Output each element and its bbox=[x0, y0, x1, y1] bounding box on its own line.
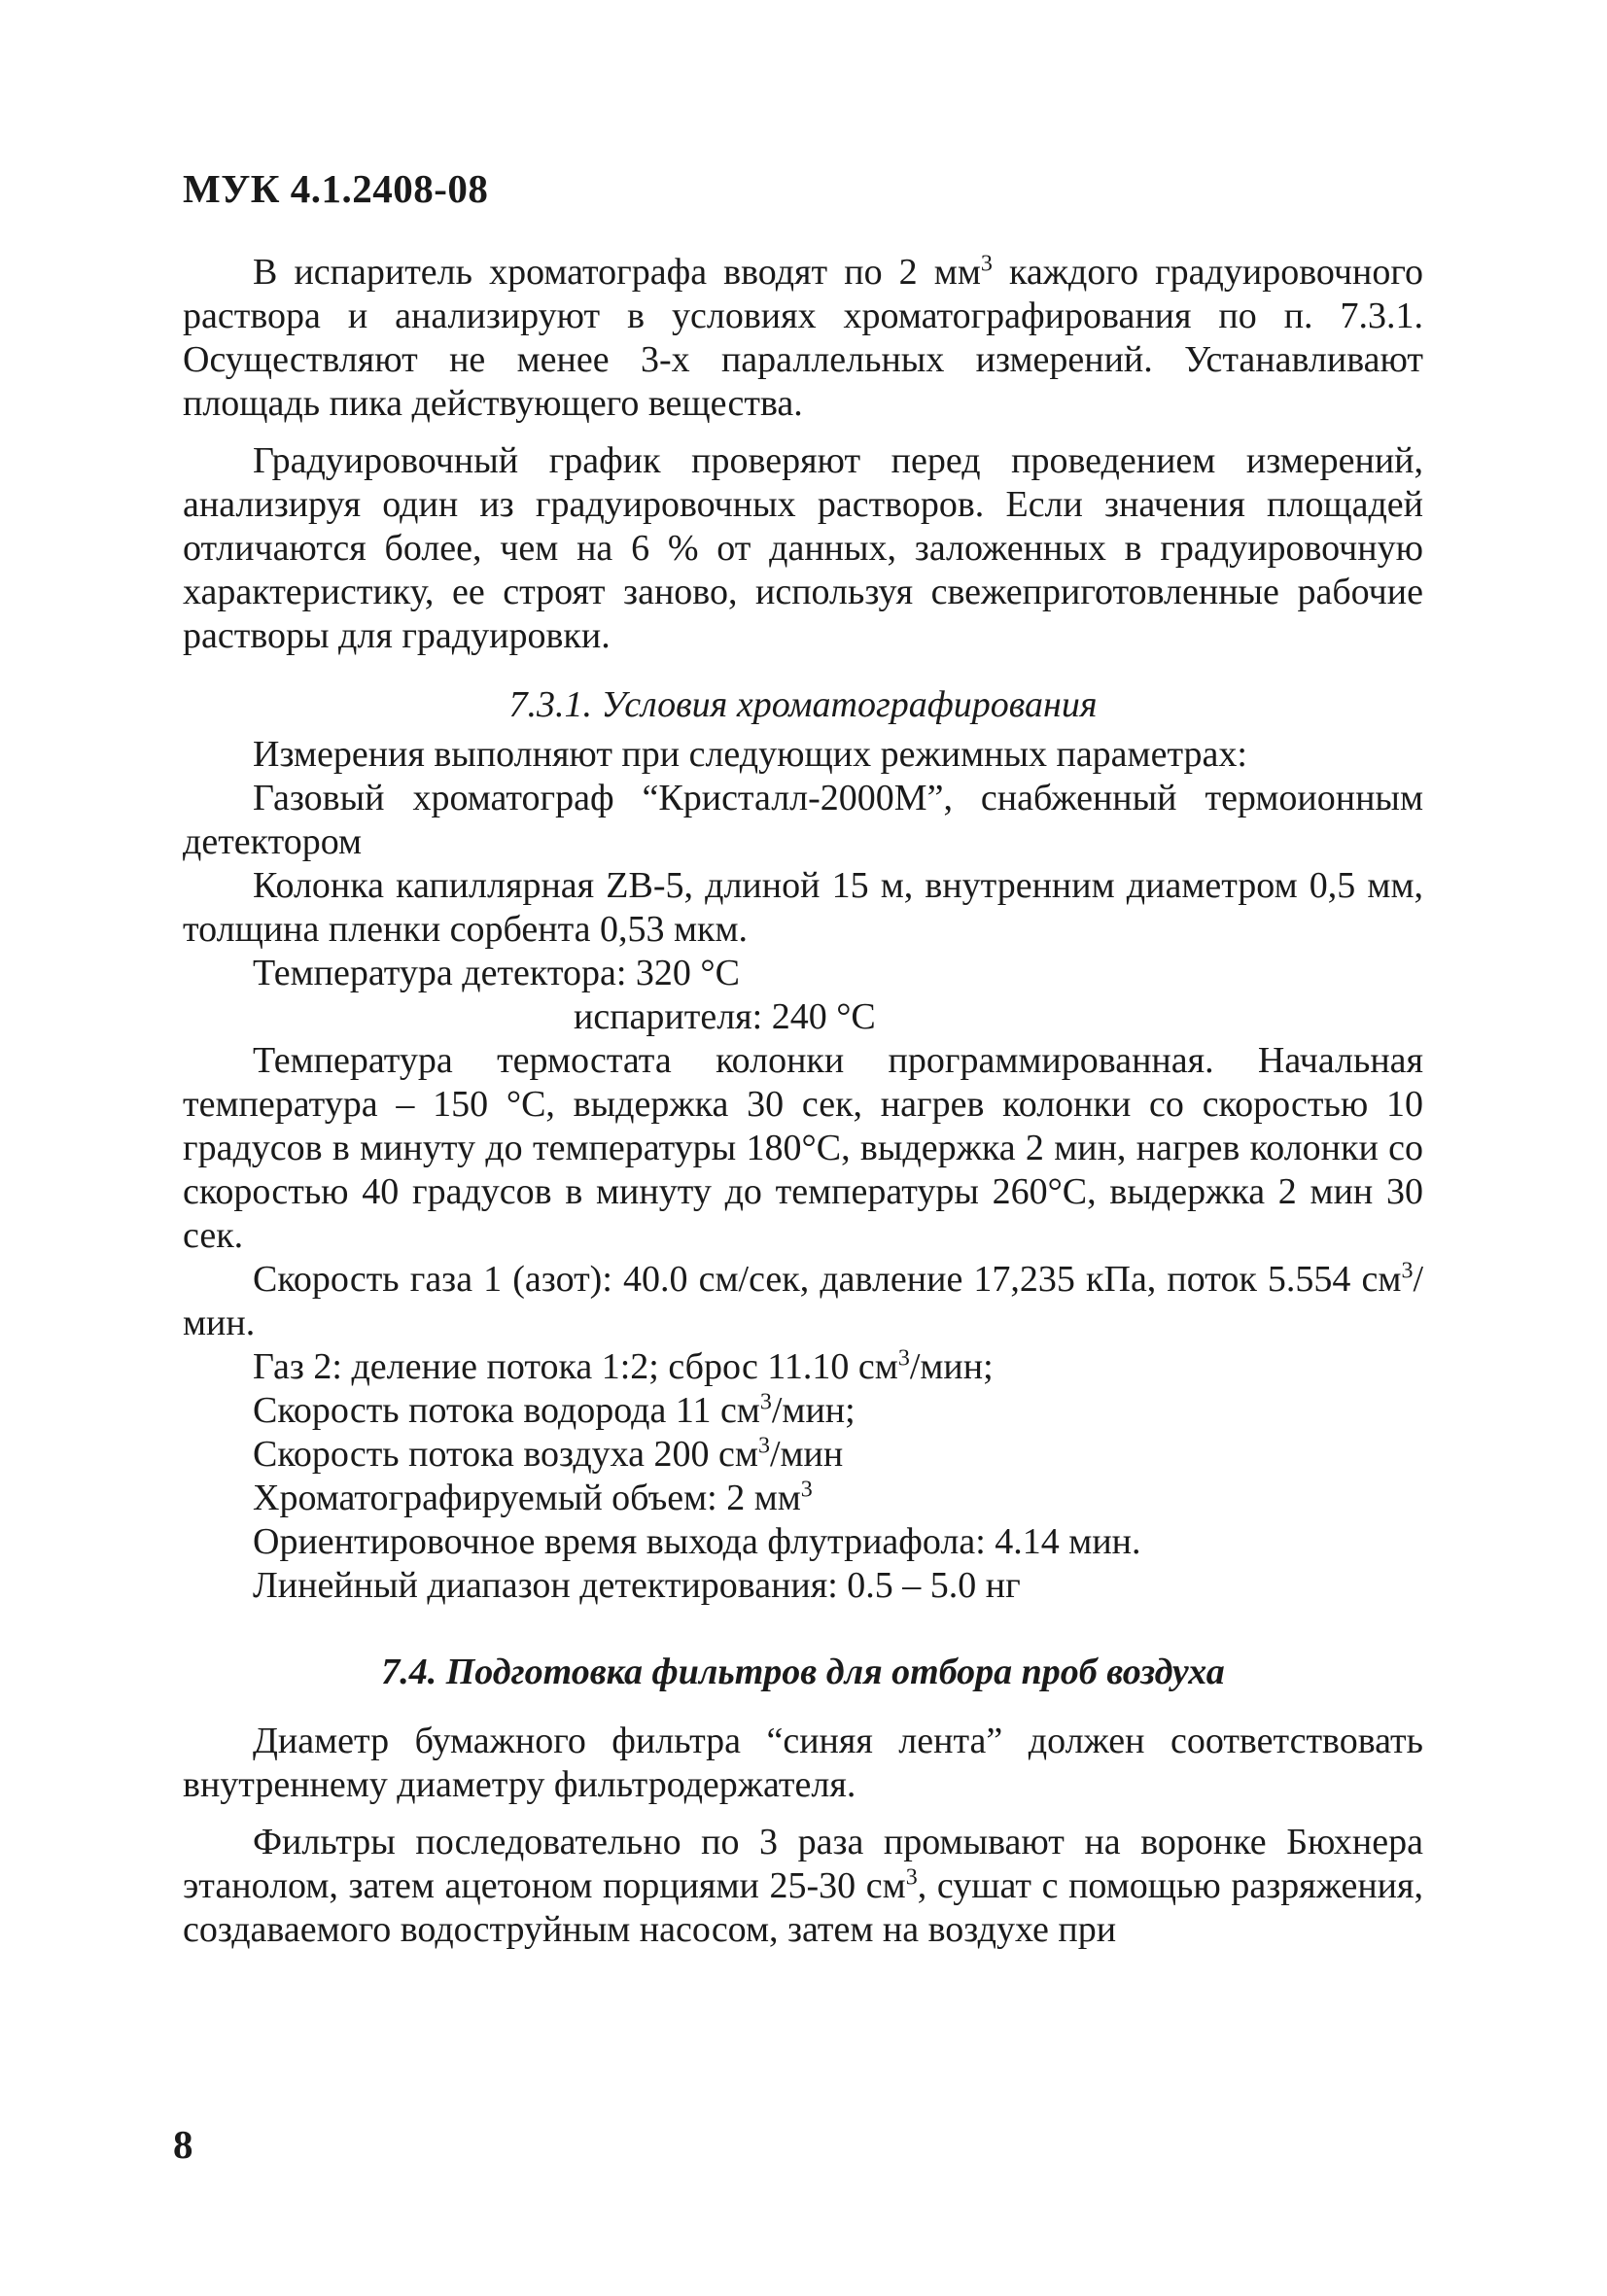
paragraph-calibration-injection bbox=[183, 251, 1423, 426]
column-line: Колонка капиллярная ZB-5, длиной 15 м, внутренним диаметром 0,5 мм, толщина пленки сорбента 0,53 мкм. bbox=[183, 865, 1423, 950]
text-segment: /мин; bbox=[771, 1390, 856, 1431]
filter-washing-paragraph bbox=[183, 1821, 1423, 1952]
injection-volume bbox=[183, 1477, 1423, 1520]
air-flow bbox=[183, 1433, 1423, 1477]
text-segment: каждого градуировочного раствора и анализируют в условиях хроматографирования по п. 7.3.1. Осуществляют не менее 3-х параллельных измерений. Устанавливают площадь пика действующего вещества. bbox=[183, 252, 1423, 424]
superscript: 3 bbox=[800, 1477, 813, 1503]
retention-time: Ориентировочное время выхода флутриафола: 4.14 мин. bbox=[253, 1521, 1141, 1562]
superscript: 3 bbox=[980, 251, 993, 277]
text-segment: Скорость потока воздуха 200 см bbox=[253, 1434, 758, 1475]
section-heading-74: 7.4. Подготовка фильтров для отбора проб воздуха bbox=[381, 1652, 1225, 1692]
superscript: 3 bbox=[757, 1433, 770, 1459]
text-segment: /мин; bbox=[909, 1346, 994, 1387]
detector-temperature: Температура детектора: 320 °С bbox=[253, 953, 740, 993]
page-number: 8 bbox=[173, 2122, 193, 2167]
text-segment: Скорость газа 1 (азот): 40.0 см/сек, давление 17,235 кПа, поток 5.554 см bbox=[253, 1259, 1402, 1300]
text-segment: , сушат с помощью разряжения, создаваемого водоструйным насосом, затем на воздухе при bbox=[183, 1865, 1423, 1950]
gas1-flow bbox=[183, 1258, 1423, 1345]
section-heading-731: 7.3.1. Условия хроматографирования bbox=[508, 684, 1098, 725]
conditions-intro: Измерения выполняют при следующих режимных параметрах: bbox=[253, 734, 1247, 775]
superscript: 3 bbox=[897, 1345, 910, 1372]
chromatograph-line: Газовый хроматограф “Кристалл-2000М”, снабженный термоионным детектором bbox=[183, 778, 1423, 862]
text-segment: /мин. bbox=[183, 1259, 1423, 1343]
superscript: 3 bbox=[759, 1389, 772, 1415]
superscript: 3 bbox=[1401, 1258, 1414, 1284]
superscript: 3 bbox=[905, 1864, 918, 1891]
page-content bbox=[183, 251, 1423, 1952]
gas2-split bbox=[183, 1345, 1423, 1389]
text-segment: Скорость потока водорода 11 см bbox=[253, 1390, 760, 1431]
thermostat-program: Температура термостата колонки программированная. Начальная температура – 150 °С, выдержка 30 сек, нагрев колонки со скоростью 10 градусов в минуту до температуры 180°С, выдержка 2 мин, нагрев колонки со скоростью 40 градусов в минуту до температуры 260°С, выдержка 2 мин 30 сек. bbox=[183, 1040, 1423, 1256]
text-segment: Хроматографируемый объем: 2 мм bbox=[253, 1478, 801, 1518]
detection-range: Линейный диапазон детектирования: 0.5 – 5.0 нг bbox=[253, 1565, 1021, 1606]
text-segment: В испаритель хроматографа вводят по 2 мм bbox=[253, 252, 981, 293]
paragraph-calibration-check: Градуировочный график проверяют перед проведением измерений, анализируя один из градуировочных растворов. Если значения площадей отличаются более, чем на 6 % от данных, заложенных в градуировочную характеристику, ее строят заново, используя свежеприготовленные рабочие растворы для градуировки. bbox=[183, 440, 1423, 656]
text-segment: /мин bbox=[769, 1434, 844, 1475]
hydrogen-flow bbox=[183, 1389, 1423, 1433]
document-code-header: МУК 4.1.2408-08 bbox=[183, 166, 489, 211]
filter-diameter-paragraph: Диаметр бумажного фильтра “синяя лента” должен соответствовать внутреннему диаметру фильтродержателя. bbox=[183, 1721, 1423, 1805]
text-segment: Фильтры последовательно по 3 раза промывают на воронке Бюхнера этанолом, затем ацетоном порциями 25-30 см bbox=[183, 1822, 1423, 1906]
text-segment: Газ 2: деление потока 1:2; сброс 11.10 см bbox=[253, 1346, 898, 1387]
evaporator-temperature: испарителя: 240 °С bbox=[574, 996, 876, 1037]
